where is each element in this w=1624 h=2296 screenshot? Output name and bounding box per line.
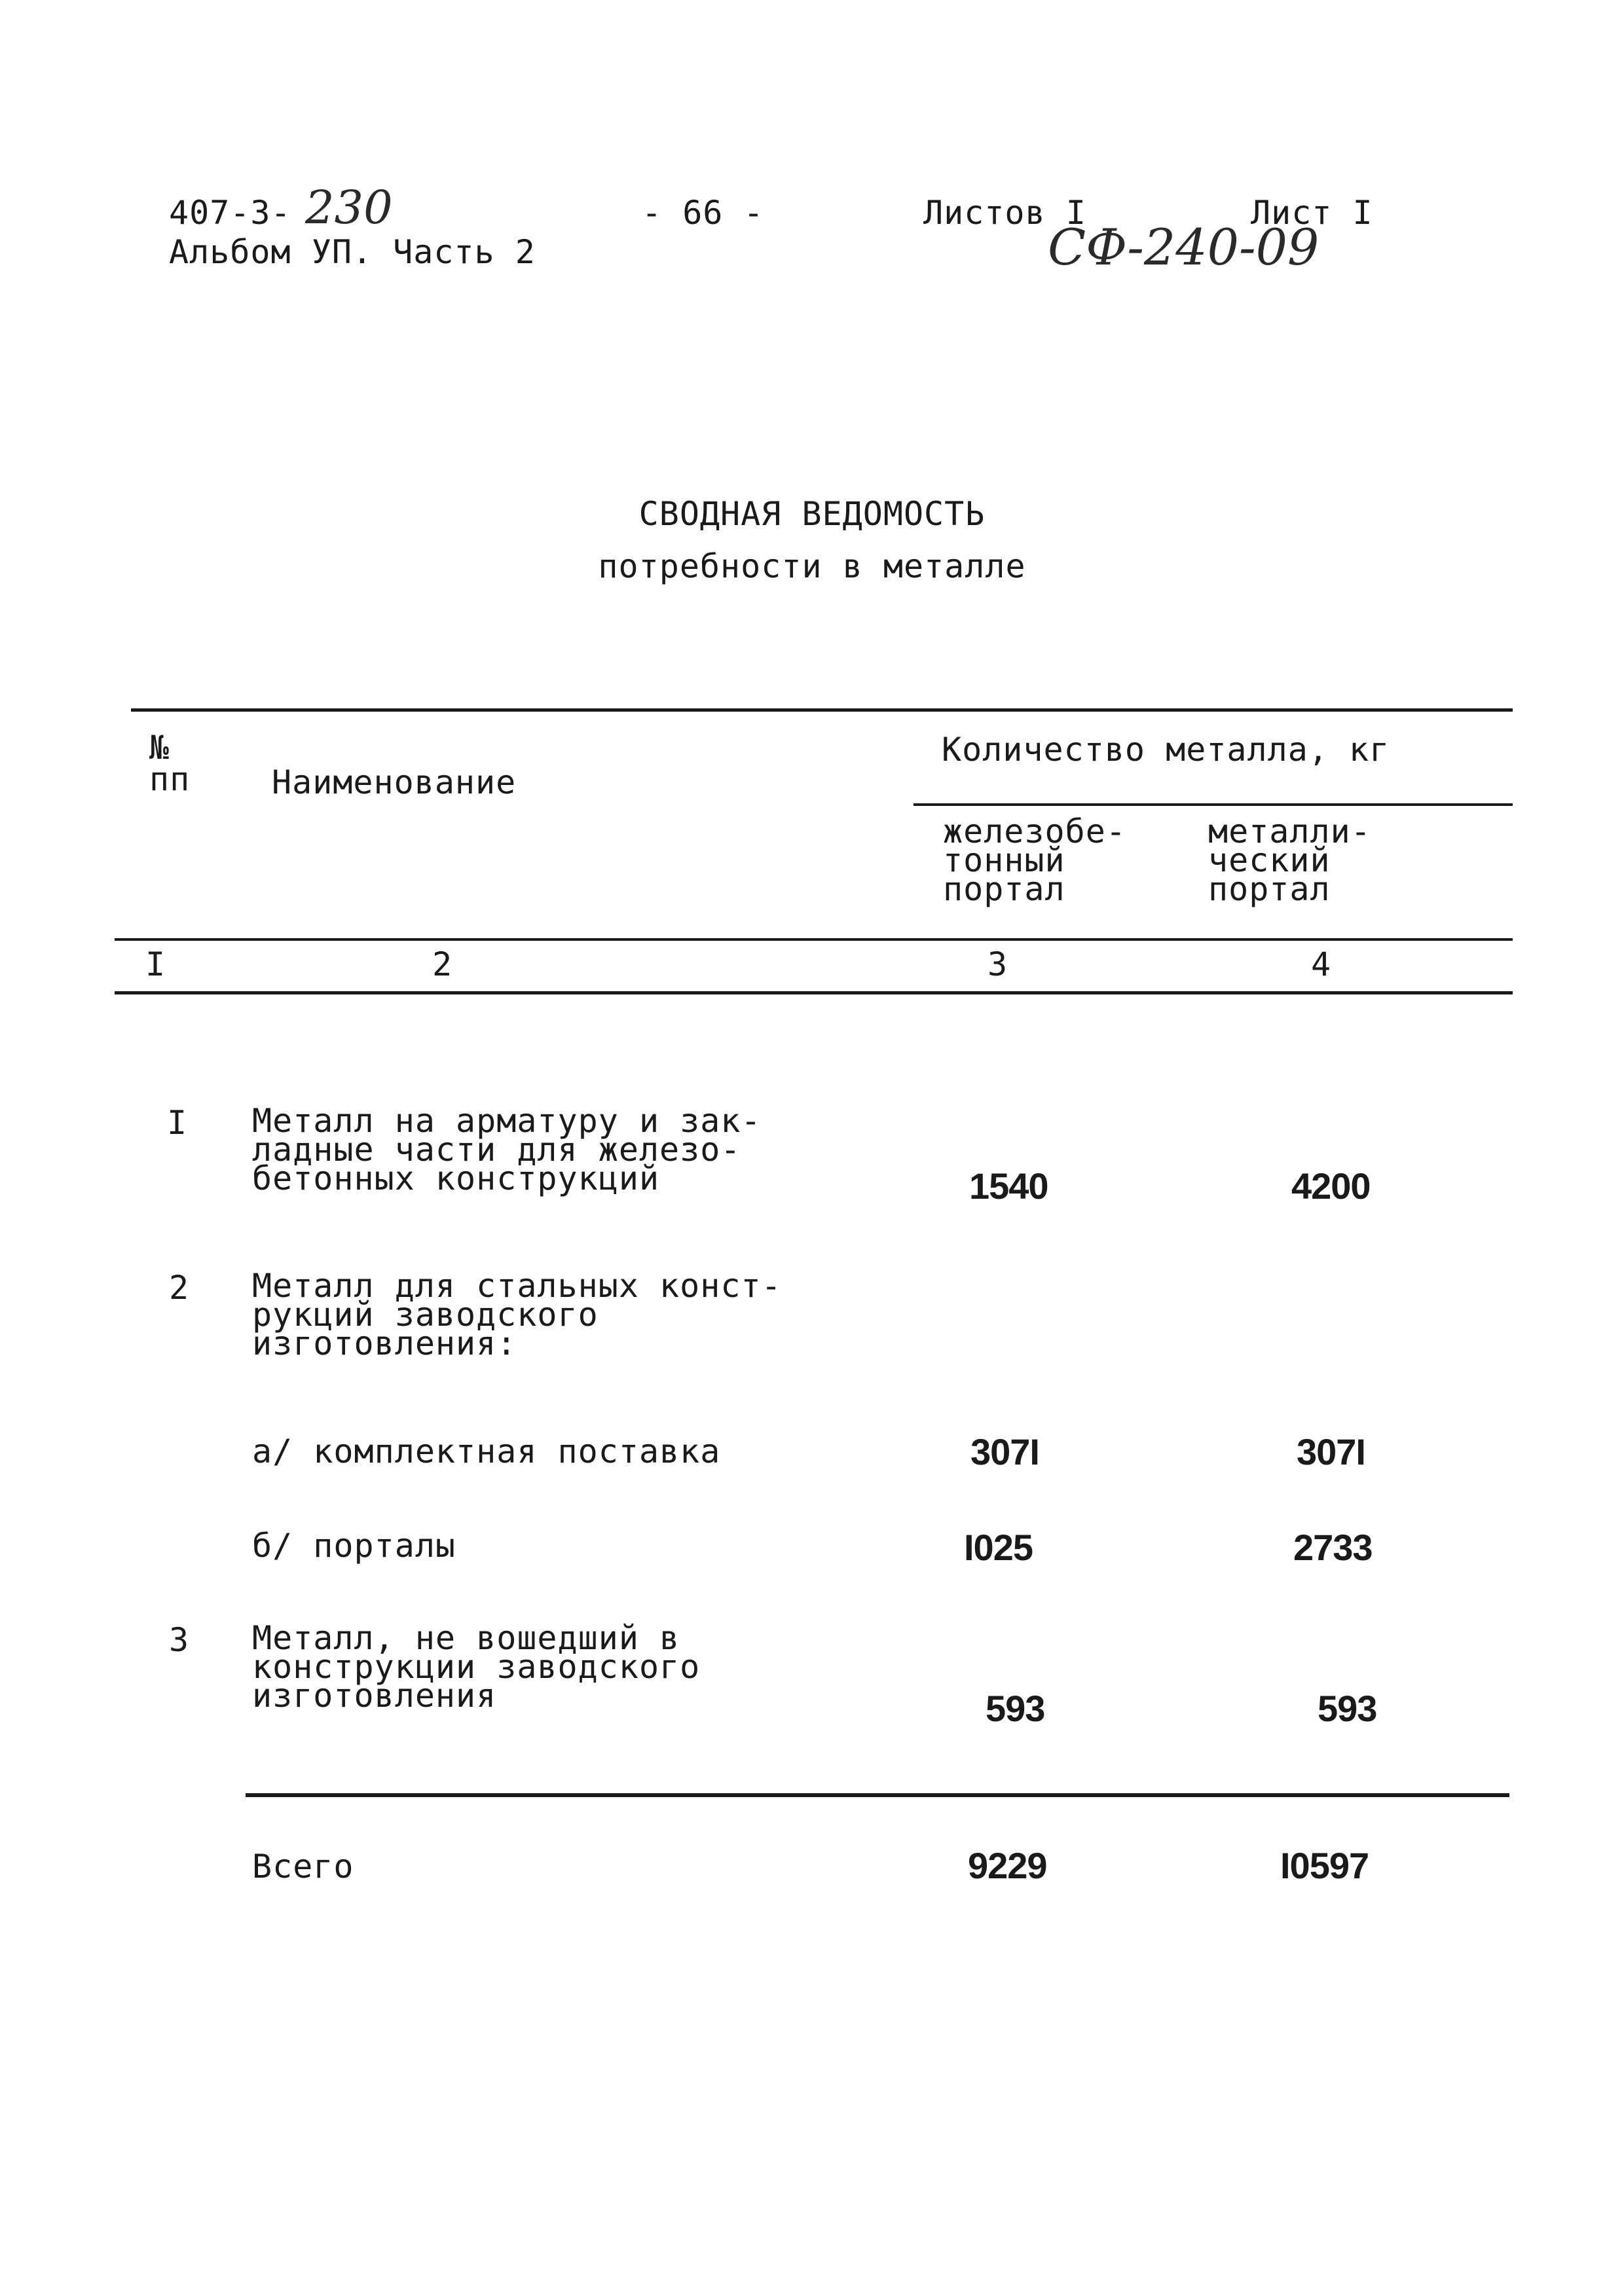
row-3-col3: 593 <box>986 1688 1045 1729</box>
column-number-3: 3 <box>987 945 1008 983</box>
group-header-rule <box>913 803 1513 806</box>
header-bottom-rule <box>115 938 1513 941</box>
row-3-number: 3 <box>169 1621 190 1659</box>
row-1-col3: 1540 <box>969 1165 1048 1207</box>
stamp-handwritten: СФ-240-09 <box>1048 218 1320 276</box>
doc-code-typed: 407-3- <box>169 194 291 232</box>
column-number-1: I <box>145 945 166 983</box>
row-2a-col4: 307I <box>1297 1431 1365 1472</box>
row-2a-col3: 307I <box>970 1431 1039 1472</box>
row-2-name: Металл для стальных конст- рукций заводского изготовления: <box>252 1267 782 1362</box>
sheets-count: Листов I <box>923 194 1086 232</box>
column-number-2: 2 <box>432 945 453 983</box>
total-rule <box>246 1793 1509 1797</box>
row-1-number: I <box>167 1104 188 1142</box>
sheet-number: Лист I <box>1251 194 1373 232</box>
row-1-name: Металл на арматуру и зак- ладные части для железо- бетонных конструкций <box>252 1102 762 1197</box>
column-numbers-rule <box>115 991 1513 994</box>
total-col4: I0597 <box>1280 1845 1369 1886</box>
album-label: Альбом УП. Часть 2 <box>169 233 536 271</box>
row-2b-col4: 2733 <box>1293 1527 1373 1568</box>
row-2b-col3: I025 <box>964 1527 1033 1568</box>
total-col3: 9229 <box>968 1845 1047 1886</box>
total-label: Всего <box>252 1848 354 1886</box>
row-1-col4: 4200 <box>1291 1165 1371 1207</box>
doc-code-handwritten: 230 <box>305 181 393 234</box>
header-quantity-group: Количество металла, кг <box>942 731 1390 769</box>
header-name: Наименование <box>272 763 517 801</box>
row-2a-name: а/ комплектная поставка <box>252 1432 721 1470</box>
page-number: - 66 - <box>642 194 764 232</box>
row-2-number: 2 <box>169 1269 190 1307</box>
header-col3: железобе- тонный портал <box>943 812 1126 908</box>
header-number: № пп <box>149 729 191 798</box>
row-2b-name: б/ порталы <box>252 1527 456 1565</box>
document-title: СВОДНАЯ ВЕДОМОСТЬ <box>638 495 986 533</box>
table-top-rule <box>131 708 1513 712</box>
document-subtitle: потребности в металле <box>598 547 1026 585</box>
row-3-col4: 593 <box>1318 1688 1377 1729</box>
header-col4: металли- ческий портал <box>1208 812 1371 908</box>
column-number-4: 4 <box>1311 945 1332 983</box>
row-3-name: Металл, не вошедший в конструкции заводского изготовления <box>252 1619 701 1715</box>
